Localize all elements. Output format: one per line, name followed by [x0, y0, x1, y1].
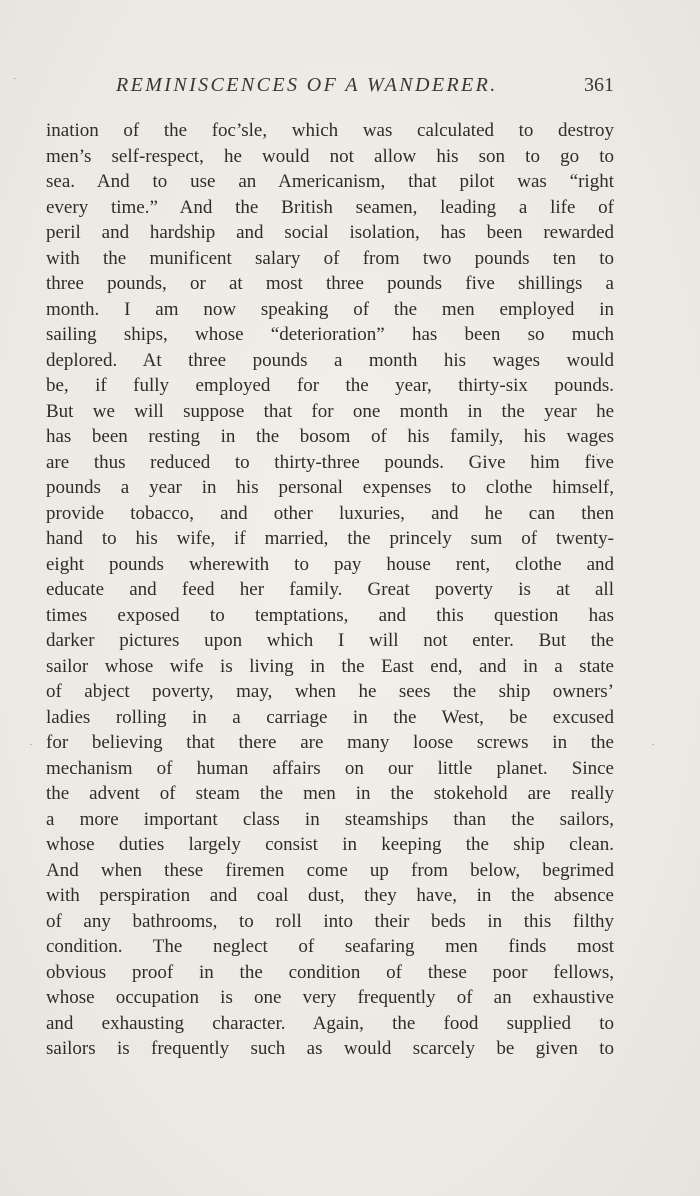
- text-line: eight pounds wherewith to pay house rent, clothe and: [46, 553, 614, 575]
- text-line: obvious proof in the condition of these poor fellows,: [46, 961, 614, 983]
- text-line: sailor whose wife is living in the East end, and in a state: [46, 655, 614, 677]
- text-line: whose duties largely consist in keeping the ship clean.: [46, 834, 614, 855]
- paper-speck: [652, 744, 654, 745]
- text-line: are thus reduced to thirty-three pounds. Give him five: [46, 451, 614, 473]
- page-number: 361: [584, 74, 614, 96]
- text-line: But we will suppose that for one month in the year he: [46, 400, 614, 422]
- text-line: be, if fully employed for the year, thirty-six pounds.: [46, 375, 614, 396]
- text-line: men’s self-respect, he would not allow his son to go to: [46, 145, 614, 167]
- text-line: ladies rolling in a carriage in the West, be excused: [46, 706, 614, 728]
- text-line: the advent of steam the men in the stokehold are really: [46, 783, 614, 804]
- text-line: sailing ships, whose “deterioration” has been so much: [46, 324, 614, 345]
- text-line: sailors is frequently such as would scarcely be given to: [46, 1038, 614, 1059]
- text-line: peril and hardship and social isolation, has been rewarded: [46, 222, 614, 243]
- text-line: deplored. At three pounds a month his wages would: [46, 349, 614, 371]
- text-line: And when these firemen come up from below, begrimed: [46, 859, 614, 881]
- text-line: with the munificent salary of from two pounds ten to: [46, 247, 614, 269]
- text-line: has been resting in the bosom of his family, his wages: [46, 426, 614, 447]
- text-line: darker pictures upon which I will not enter. But the: [46, 630, 614, 651]
- paper-speck: [30, 744, 32, 745]
- text-line: three pounds, or at most three pounds five shillings a: [46, 273, 614, 294]
- text-line: for believing that there are many loose screws in the: [46, 732, 614, 753]
- text-line: pounds a year in his personal expenses to clothe himself,: [46, 477, 614, 498]
- text-line: every time.” And the British seamen, leading a life of: [46, 196, 614, 218]
- text-line: educate and feed her family. Great poverty is at all: [46, 579, 614, 600]
- paper-speck: [14, 78, 16, 79]
- text-line: of any bathrooms, to roll into their beds in this filthy: [46, 910, 614, 932]
- text-line: and exhausting character. Again, the food supplied to: [46, 1012, 614, 1034]
- page-header: [46, 74, 614, 102]
- text-line: month. I am now speaking of the men employed in: [46, 298, 614, 320]
- text-line: with perspiration and coal dust, they have, in the absence: [46, 885, 614, 906]
- running-title: REMINISCENCES OF A WANDERER.: [116, 74, 498, 96]
- text-line: of abject poverty, may, when he sees the ship owners’: [46, 681, 614, 702]
- body-text: [46, 118, 614, 1062]
- text-line: sea. And to use an Americanism, that pilot was “right: [46, 171, 614, 192]
- text-line: whose occupation is one very frequently of an exhaustive: [46, 987, 614, 1008]
- text-line: provide tobacco, and other luxuries, and he can then: [46, 502, 614, 524]
- text-line: times exposed to temptations, and this question has: [46, 604, 614, 626]
- text-line: a more important class in steamships than the sailors,: [46, 808, 614, 830]
- text-line: ination of the foc’sle, which was calculated to destroy: [46, 120, 614, 141]
- text-line: mechanism of human affairs on our little planet. Since: [46, 757, 614, 779]
- text-line: condition. The neglect of seafaring men finds most: [46, 936, 614, 957]
- text-line: hand to his wife, if married, the princely sum of twenty-: [46, 528, 614, 549]
